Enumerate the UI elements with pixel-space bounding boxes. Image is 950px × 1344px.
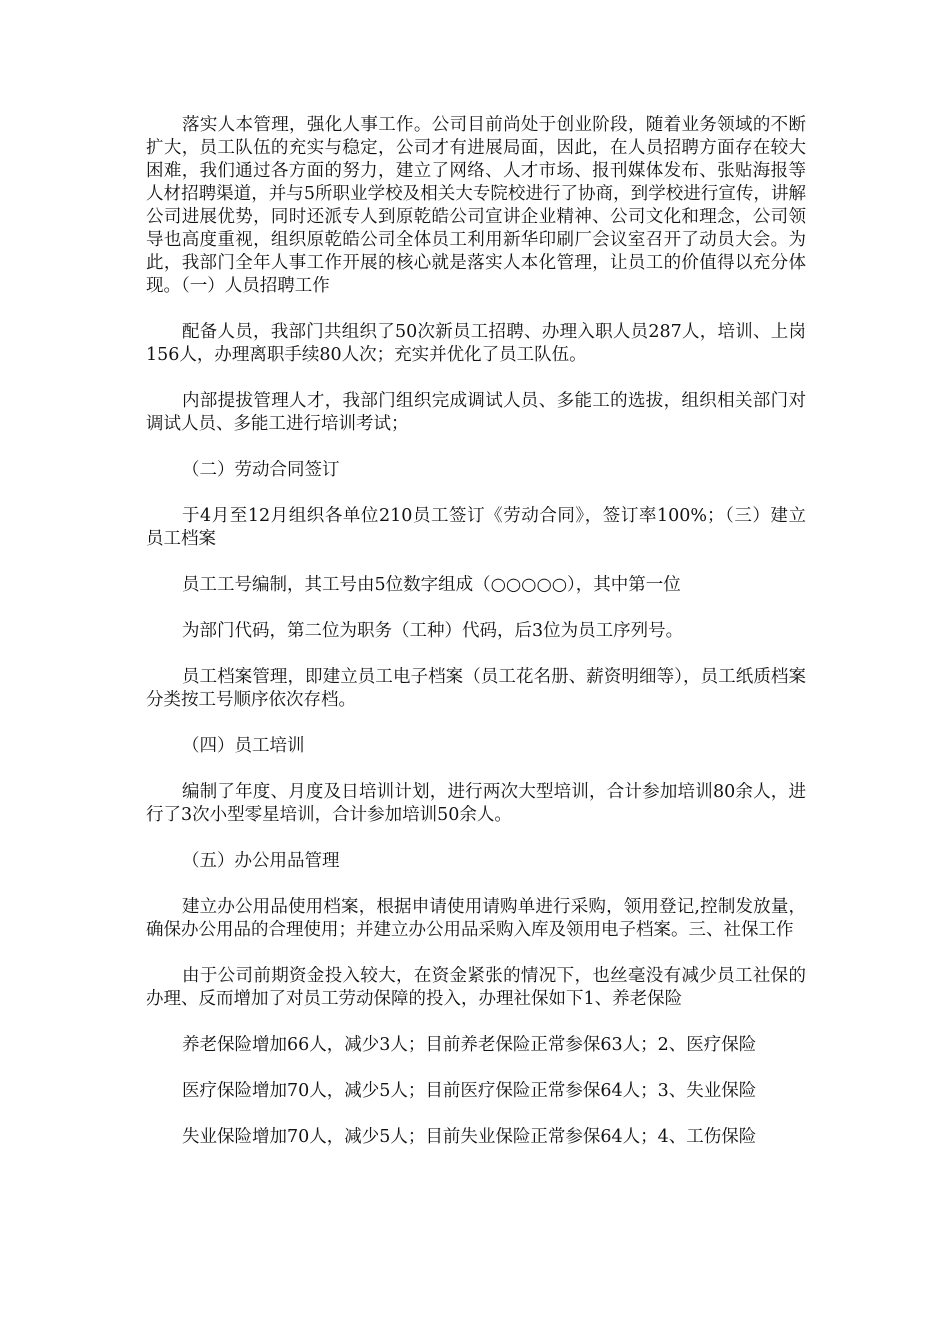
paragraph-hr-management-intro: 落实人本管理，强化人事工作。公司目前尚处于创业阶段，随着业务领域的不断扩大，员工队伍的充实与稳定，公司才有进展局面，因此，在人员招聘方面存在较大困难，我们通过各方面的努力，建立了网络、人才市场、报刊媒体发布、张贴海报等人材招聘渠道，并与5所职业学校及相关大专院校进行了协商，到学校进行宣传，讲解公司进展优势，同时还派专人到原乾皓公司宣讲企业精神、公司文化和理念，公司领导也高度重视，组织原乾皓公司全体员工利用新华印刷厂会议室召开了动员大会。为此，我部门全年人事工作开展的核心就是落实人本化管理，让员工的价值得以充分体现。（一）人员招聘工作 — [146, 115, 806, 296]
paragraph-employee-id: 员工工号编制，其工号由5位数字组成（○○○○○），其中第一位 — [182, 575, 681, 595]
section-heading-training: （四）员工培训 — [182, 736, 305, 756]
paragraph-office-supplies: 建立办公用品使用档案，根据申请使用请购单进行采购，领用登记,控制发放量，确保办公用品的合理使用；并建立办公用品采购入库及领用电子档案。三、社保工作 — [146, 897, 806, 940]
paragraph-employee-archive: 员工档案管理，即建立员工电子档案（员工花名册、薪资明细等），员工纸质档案分类按工号顺序依次存档。 — [146, 667, 806, 710]
paragraph-social-insurance: 由于公司前期资金投入较大，在资金紧张的情况下，也丝毫没有减少员工社保的办理、反而增加了对员工劳动保障的投入，办理社保如下1、养老保险 — [146, 966, 806, 1009]
paragraph-pension-insurance: 养老保险增加66人，减少3人；目前养老保险正常参保63人；2、医疗保险 — [182, 1035, 757, 1055]
paragraph-training: 编制了年度、月度及日培训计划，进行两次大型培训，合计参加培训80余人，进行了3次小型零星培训，合计参加培训50余人。 — [146, 782, 806, 825]
paragraph-medical-insurance: 医疗保险增加70人，减少5人；目前医疗保险正常参保64人；3、失业保险 — [182, 1081, 757, 1101]
paragraph-unemployment-insurance: 失业保险增加70人，减少5人；目前失业保险正常参保64人；4、工伤保险 — [182, 1127, 757, 1147]
paragraph-employee-id-detail: 为部门代码，第二位为职务（工种）代码，后3位为员工序列号。 — [182, 621, 684, 641]
paragraph-staffing: 配备人员，我部门共组织了50次新员工招聘、办理入职人员287人，培训、上岗156人，办理离职手续80人次；充实并优化了员工队伍。 — [146, 322, 806, 365]
document-body — [146, 114, 806, 1172]
paragraph-internal-promotion: 内部提拔管理人才，我部门组织完成调试人员、多能工的选拔，组织相关部门对调试人员、多能工进行培训考试； — [146, 391, 806, 434]
section-heading-office-supplies: （五）办公用品管理 — [182, 851, 340, 871]
section-heading-labor-contract: （二）劳动合同签订 — [182, 460, 340, 480]
paragraph-labor-contract: 于4月至12月组织各单位210员工签订《劳动合同》，签订率100%；（三）建立员工档案 — [146, 506, 806, 549]
